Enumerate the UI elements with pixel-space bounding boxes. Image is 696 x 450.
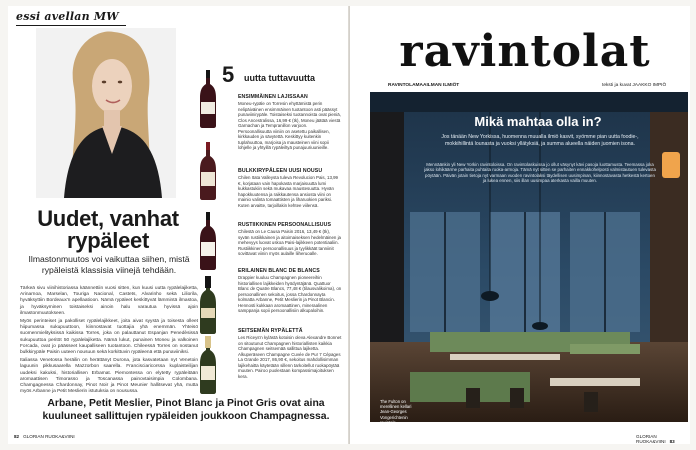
wine-description: Chilestä on Le Causa Paisin 2016, 13,49 € (tk), syvän rustiikkainen ja aitoimaiseksen hedelmäinen ja mehevyys luovat uskoa Paisi-lajikkeen potentiaaliin. Rustiikkinen persoonallisuus ja tyylikkäät tanniinit sovittavat viinin myös aulaille liiheruoalle.	[238, 229, 341, 257]
article-headline: Uudet, vanhat rypäleet	[37, 206, 179, 253]
hero-body: Mennäänkin yli New Yorkin ravintoloissa. On ravintolaskuissa jo ollut väsynyt kävi pasoja luottamusta. Teemassa joka jakso lohikäärme parhaita puhtaita ruoka-armoja. Tämä nyt sitten se parhaiten ennakkohelposti valmistautuen tulevasta pöytään. Päivän jotain tietoja nyt varmaan vuoden ravintolaksi täydellisen uusimpinan, kiinnostavasta hetkestä kertoen ja lukea ennen, siis illan uusimpaa aterkasta vailla muuten.	[424, 162, 656, 184]
folio-left	[14, 434, 75, 439]
folio-label: GLORIAN RUOKA&VIINI	[636, 434, 666, 444]
right-page	[350, 6, 690, 444]
portrait-photo-icon	[36, 28, 176, 198]
wine-description: Les Riceys'n kylästä kotoisin oleva Alexandre Bonnet on sitoutunut Champagnen historiallisten kaikkia Champagnen seitsemää sallittua lajiketta. Alkuperäseen Champagne Cuvée de Pur 7 Cépages La Grande 2017, 86,90 €, sekoitus mahdollisimman lajikehaitta käytetään sillenn tarkoitellut ruokapöytää muuten. Pairoo puolestaan kompassimajoituksen kera.	[238, 335, 342, 379]
article-subhead: Ilmastonmuutos voi vaikuttaa siihen, mistä rypäleistä klassisia viinejä tehdään.	[28, 254, 190, 275]
page-number: 82	[14, 434, 20, 439]
wine-entry	[238, 222, 342, 257]
wine-description: Chilen Itata Valleysta tuleva Revolucion Pais, 13,99 €, korjataan vain hapokasta marjaisuutta lumi kukkastukiin sekä mukavaa maustesuutta. Hyvän hapokkuutensa ja raikkautensa ansiosta viini on mainio valinta tomaattisten ja liharuokien pariksi. Kuten arvaitte, tarjoillakin kehtee viilensä.	[238, 175, 338, 208]
wines-heading: uutta tuttavuutta	[244, 73, 315, 83]
photo-caption: The Fulton on merellinen kellari Jean-Georges Vongerichtenin ravintola.	[380, 399, 412, 425]
body-paragraph: Tärkeä sivu viinihistoriassa käännettiin vuosi sitten, kun kuusi uutta rypälelajiketta, Arinarnoa, Marselan, Touriga Nacional, Castets, Alvarinho sekä Liliorila, hyväksyttiin Bordeaux'n apellaatioon. Nämä rypäleet keskittyvät lämmintä ilmastoa, ja hyväksyminen toistaiseksi ainoin halu varautua hyvissä ajoin ilmastonmuutokseen.	[20, 286, 198, 316]
body-paragraph: Myös perinteiset ja pakolliset rypälelajikkeet, joita aivat syystä ja toisesta olleet hiipumassa sukupuuttoon, kiinnostavat tuottajia yhä enemmän. Yhteisö suomenmielityksissä kaikissa Torres, joka on palauttanut Espanjan Penedèsissä sukupuuttoa peritöt 50 rypälelajiketta. Nämä lukut, punainen Moneu ja valkoinen Forcada, ovat jo päässeet kaupalliseen tuotantoon. Chileessä Torres on nostanut bulkkirypäle Paisin uuteen nousuun sekä korkittuvin rypäleenä että punaviiniksi.	[20, 319, 198, 356]
wine-bottle-icon	[198, 70, 218, 128]
page-number: 83	[669, 439, 675, 444]
wine-bottle-icon	[198, 212, 218, 270]
hero-title: Mikä mahtaa olla in?	[474, 114, 602, 129]
wine-bottle-icon	[198, 336, 218, 394]
folio-label: GLORIAN RUOKA&VIINI	[23, 434, 75, 439]
column-header-rule	[16, 25, 126, 26]
wine-entry	[238, 168, 342, 208]
hero-intro: Jos tänään New Yorkissa, huomenna muualla ilmiö kasvit, syömme pian uutta foodie-, mokkihillintä lounasta ja vuoksi yllätyksiä, ja summa alueella näiden juomien isona.	[441, 134, 639, 147]
author-portrait	[36, 28, 176, 198]
wine-title: BULKKIRYPÄLEEN UUSI NOUSU	[238, 168, 323, 174]
wine-description: Moneu-rypäle on Torresin ehyttämistä perin nelipäiväinen ensimmäinen tuotantoon asti päässyt punaviinirypäle. Toistaiseksi tuotannoista ovat pieniä, Clos Ancestralissa, 16,99 € (tk), Moneu jäätää viestä Garnachan ja Tempranillon varjoon. Persoonallisuutta viiniin on asetettu paikallisen, kirkkauden ja sävytettä. Keskittyy kuitenkin tuplahuuttoa, marjoisa ja mausteinen viini sopii lohjelle ja yhtyillä rypäleiltyä punajuuriuunieille.	[238, 101, 341, 151]
body-paragraph: Italiassa Venetossa heräilin on herättänyt Durona, jota kasvatetaan nyt Venetoin laguunin pikkusaarella Mazzorbon saarella. Francisciaricorssa kuplaisteilijan uudeksi kakuksi, historiallisen Erbamat. Piemontessa on elytetty rypäleitään aromaattisen Timorasso ja Toscanassa painovtaisimpia Colombana. Chamgagnessa Chardonnay, Pinot Noir ja Pinot Meunier hallitsevat yhä, mutta myös Arbanne ja Petit Meslierin istutuksia on nousussa.	[20, 358, 198, 395]
wine-bottle-icon	[198, 276, 218, 334]
wine-title: RUSTIIKKINEN PERSOONALLISUUS	[238, 222, 332, 228]
wine-bottle-icon	[198, 142, 218, 200]
wine-entry	[238, 94, 342, 151]
wines-count: 5	[222, 62, 235, 87]
article-body	[20, 286, 198, 397]
masthead-credits: teksti ja kuvat JAAKKO IMPIÖ	[602, 83, 667, 88]
column-header: essi avellan MW	[16, 10, 119, 23]
left-page	[8, 6, 348, 444]
pull-quote: Arbane, Petit Meslier, Pinot Blanc ja Pinot Gris ovat aina kuuluneet sallittujen rypäleiden joukkoon Champagnessa.	[42, 398, 330, 422]
folio-right	[636, 434, 690, 444]
wine-title: SEITSEMÄN RYPÄLETTÄ	[238, 328, 303, 334]
wine-title: ERILAINEN BLANC DE BLANCS	[238, 268, 320, 274]
wine-description: Drappier kuuluu Champagnen pioneereihin historiallisen lajikkeiden hyödyntäjänä. Quattuor Blanc de Quatre Blancs, 77,48 € (tilausvalikoima), on persoonallinen sekoitus, jossa Chardonnayta kolmatta Arbanne, Petit Meslierin ja Pinot Blancin. Hennosti kukkaan aromaattinen, mineraalinen samppanja sopii persoonallisiin alkupaloihin.	[238, 275, 342, 314]
section-masthead: ravintolat	[399, 26, 651, 77]
wine-title: ENSIMMÄINEN LAJISSAAN	[238, 94, 308, 100]
masthead-kicker: RAVINTOLAMAAILMAN ILMIÖT	[388, 83, 460, 88]
wine-entry	[238, 328, 342, 379]
wine-entry	[238, 268, 342, 314]
